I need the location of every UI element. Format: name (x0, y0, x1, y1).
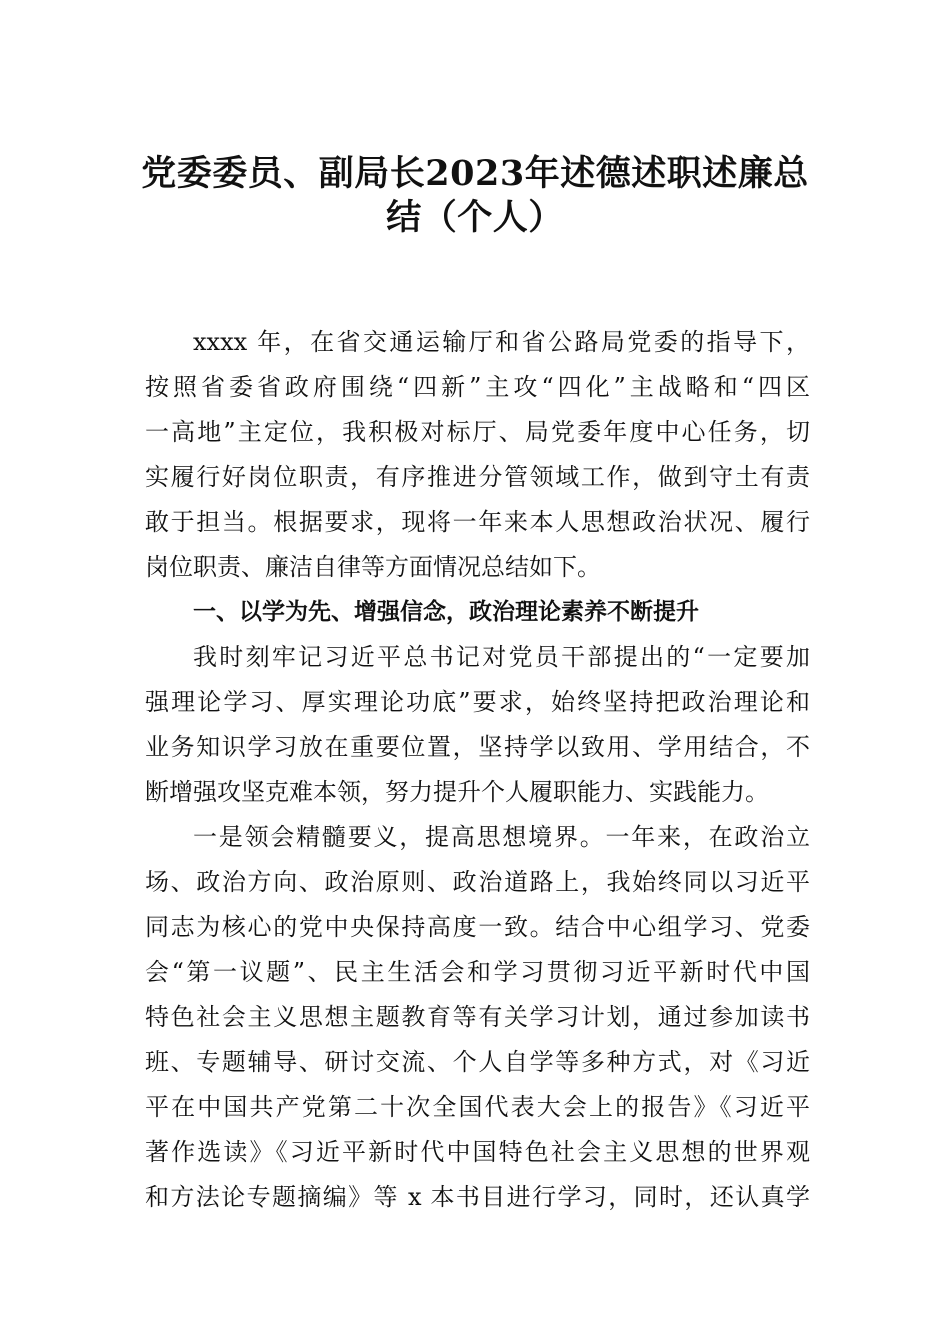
paragraph-1-line: 实履行好岗位职责，有序推进分管领域工作，做到守土有责 (145, 463, 810, 491)
paragraph-3-line: 班、专题辅导、研讨交流、个人自学等多种方式，对《习近 (145, 1048, 810, 1076)
paragraph-2-line: 强理论学习、厚实理论功底”要求，始终坚持把政治理论和 (145, 688, 810, 716)
section-heading-1: 一、以学为先、增强信念，政治理论素养不断提升 (193, 599, 699, 625)
paragraph-1-line: 一高地”主定位，我积极对标厅、局党委年度中心任务，切 (145, 418, 810, 446)
paragraph-3-line: 著作选读》《习近平新时代中国特色社会主义思想的世界观 (145, 1138, 810, 1166)
paragraph-2-line: 业务知识学习放在重要位置，坚持学以致用、学用结合，不 (145, 733, 810, 761)
paragraph-1-line: 按照省委省政府围绕“四新”主攻“四化”主战略和“四区 (145, 373, 810, 401)
paragraph-3-line: 同志为核心的党中央保持高度一致。结合中心组学习、党委 (145, 913, 810, 941)
paragraph-3-line: 特色社会主义思想主题教育等有关学习计划，通过参加读书 (145, 1003, 810, 1031)
paragraph-3-line: 和方法论专题摘编》等 x 本书目进行学习，同时，还认真学 (145, 1183, 810, 1211)
paragraph-3-line: 平在中国共产党第二十次全国代表大会上的报告》《习近平 (145, 1093, 810, 1121)
paragraph-1-line: 敢于担当。根据要求，现将一年来本人思想政治状况、履行 (145, 508, 810, 536)
paragraph-3-line: 场、政治方向、政治原则、政治道路上，我始终同以习近平 (145, 868, 810, 896)
paragraph-2-line: 断增强攻坚克难本领，努力提升个人履职能力、实践能力。 (145, 778, 769, 806)
document-title-line-2: 结（个人） (386, 197, 564, 238)
paragraph-3-line: 会“第一议题”、民主生活会和学习贯彻习近平新时代中国 (145, 958, 810, 986)
paragraph-2-line: 我时刻牢记习近平总书记对党员干部提出的“一定要加 (193, 643, 810, 671)
paragraph-1-line: xxxx 年，在省交通运输厅和省公路局党委的指导下， (193, 328, 810, 356)
document-title-line-1: 党委委员、副局长2023年述德述职述廉总 (141, 153, 809, 194)
paragraph-3-line: 一是领会精髓要义，提高思想境界。一年来，在政治立 (193, 823, 810, 851)
paragraph-1-line: 岗位职责、廉洁自律等方面情况总结如下。 (145, 553, 601, 581)
